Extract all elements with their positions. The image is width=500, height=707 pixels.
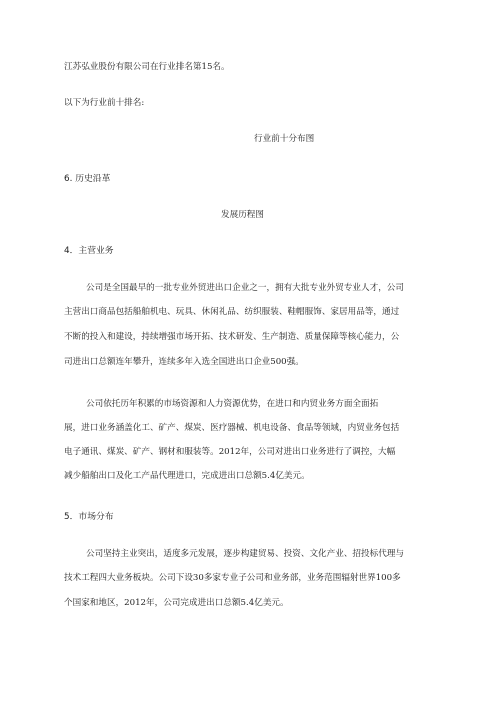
- business-para1-line: 不断的投入和建设，持续增强市场开拓、技术研发、生产制造、质量保障等核心能力，公: [64, 332, 400, 342]
- history-heading: 6. 历史沿革: [64, 174, 111, 184]
- business-para2-line: 减少船舶出口及化工产品代理进口，完成进出口总额5.4亿美元。: [64, 471, 310, 481]
- business-para1-line: 公司是全国最早的一批专业外贸进出口企业之一，拥有大批专业外贸专业人才，公司: [86, 283, 404, 293]
- rank-sentence: 江苏弘业股份有限公司在行业排名第15名。: [64, 62, 230, 72]
- business-para1-line: 司进出口总额连年攀升，连续多年入选全国进出口企业500强。: [64, 357, 304, 367]
- top10-figure-caption: 行业前十分布图: [254, 134, 315, 144]
- market-para-line: 公司坚持主业突出，适度多元发展，逐步构建贸易、投资、文化产业、招投标代理与: [86, 549, 404, 559]
- business-heading: 4．主营业务: [64, 246, 114, 256]
- top10-lead: 以下为行业前十排名:: [64, 98, 145, 108]
- market-para-line: 技术工程四大业务板块。公司下设30多家专业子公司和业务部，业务范围辐射世界100多: [64, 573, 401, 583]
- history-figure-caption: 发展历程图: [221, 210, 264, 220]
- business-para1-line: 主营出口商品包括船舶机电、玩具、休闲礼品、纺织服装、鞋帽服饰、家居用品等，通过: [64, 307, 400, 317]
- market-para-line: 个国家和地区，2012年，公司完成进出口总额5.4亿美元。: [64, 598, 289, 608]
- business-para2-line: 公司依托历年积累的市场资源和人力资源优势，在进口和内贸业务方面全面拓: [86, 399, 379, 409]
- market-heading: 5．市场分布: [64, 512, 114, 522]
- business-para2-line: 电子通讯、煤炭、矿产、钢材和服装等。2012年，公司对进出口业务进行了调控，大幅: [64, 447, 396, 457]
- business-para2-line: 展，进口业务涵盖化工、矿产、煤炭、医疗器械、机电设备、食品等领域，内贸业务包括: [64, 423, 400, 433]
